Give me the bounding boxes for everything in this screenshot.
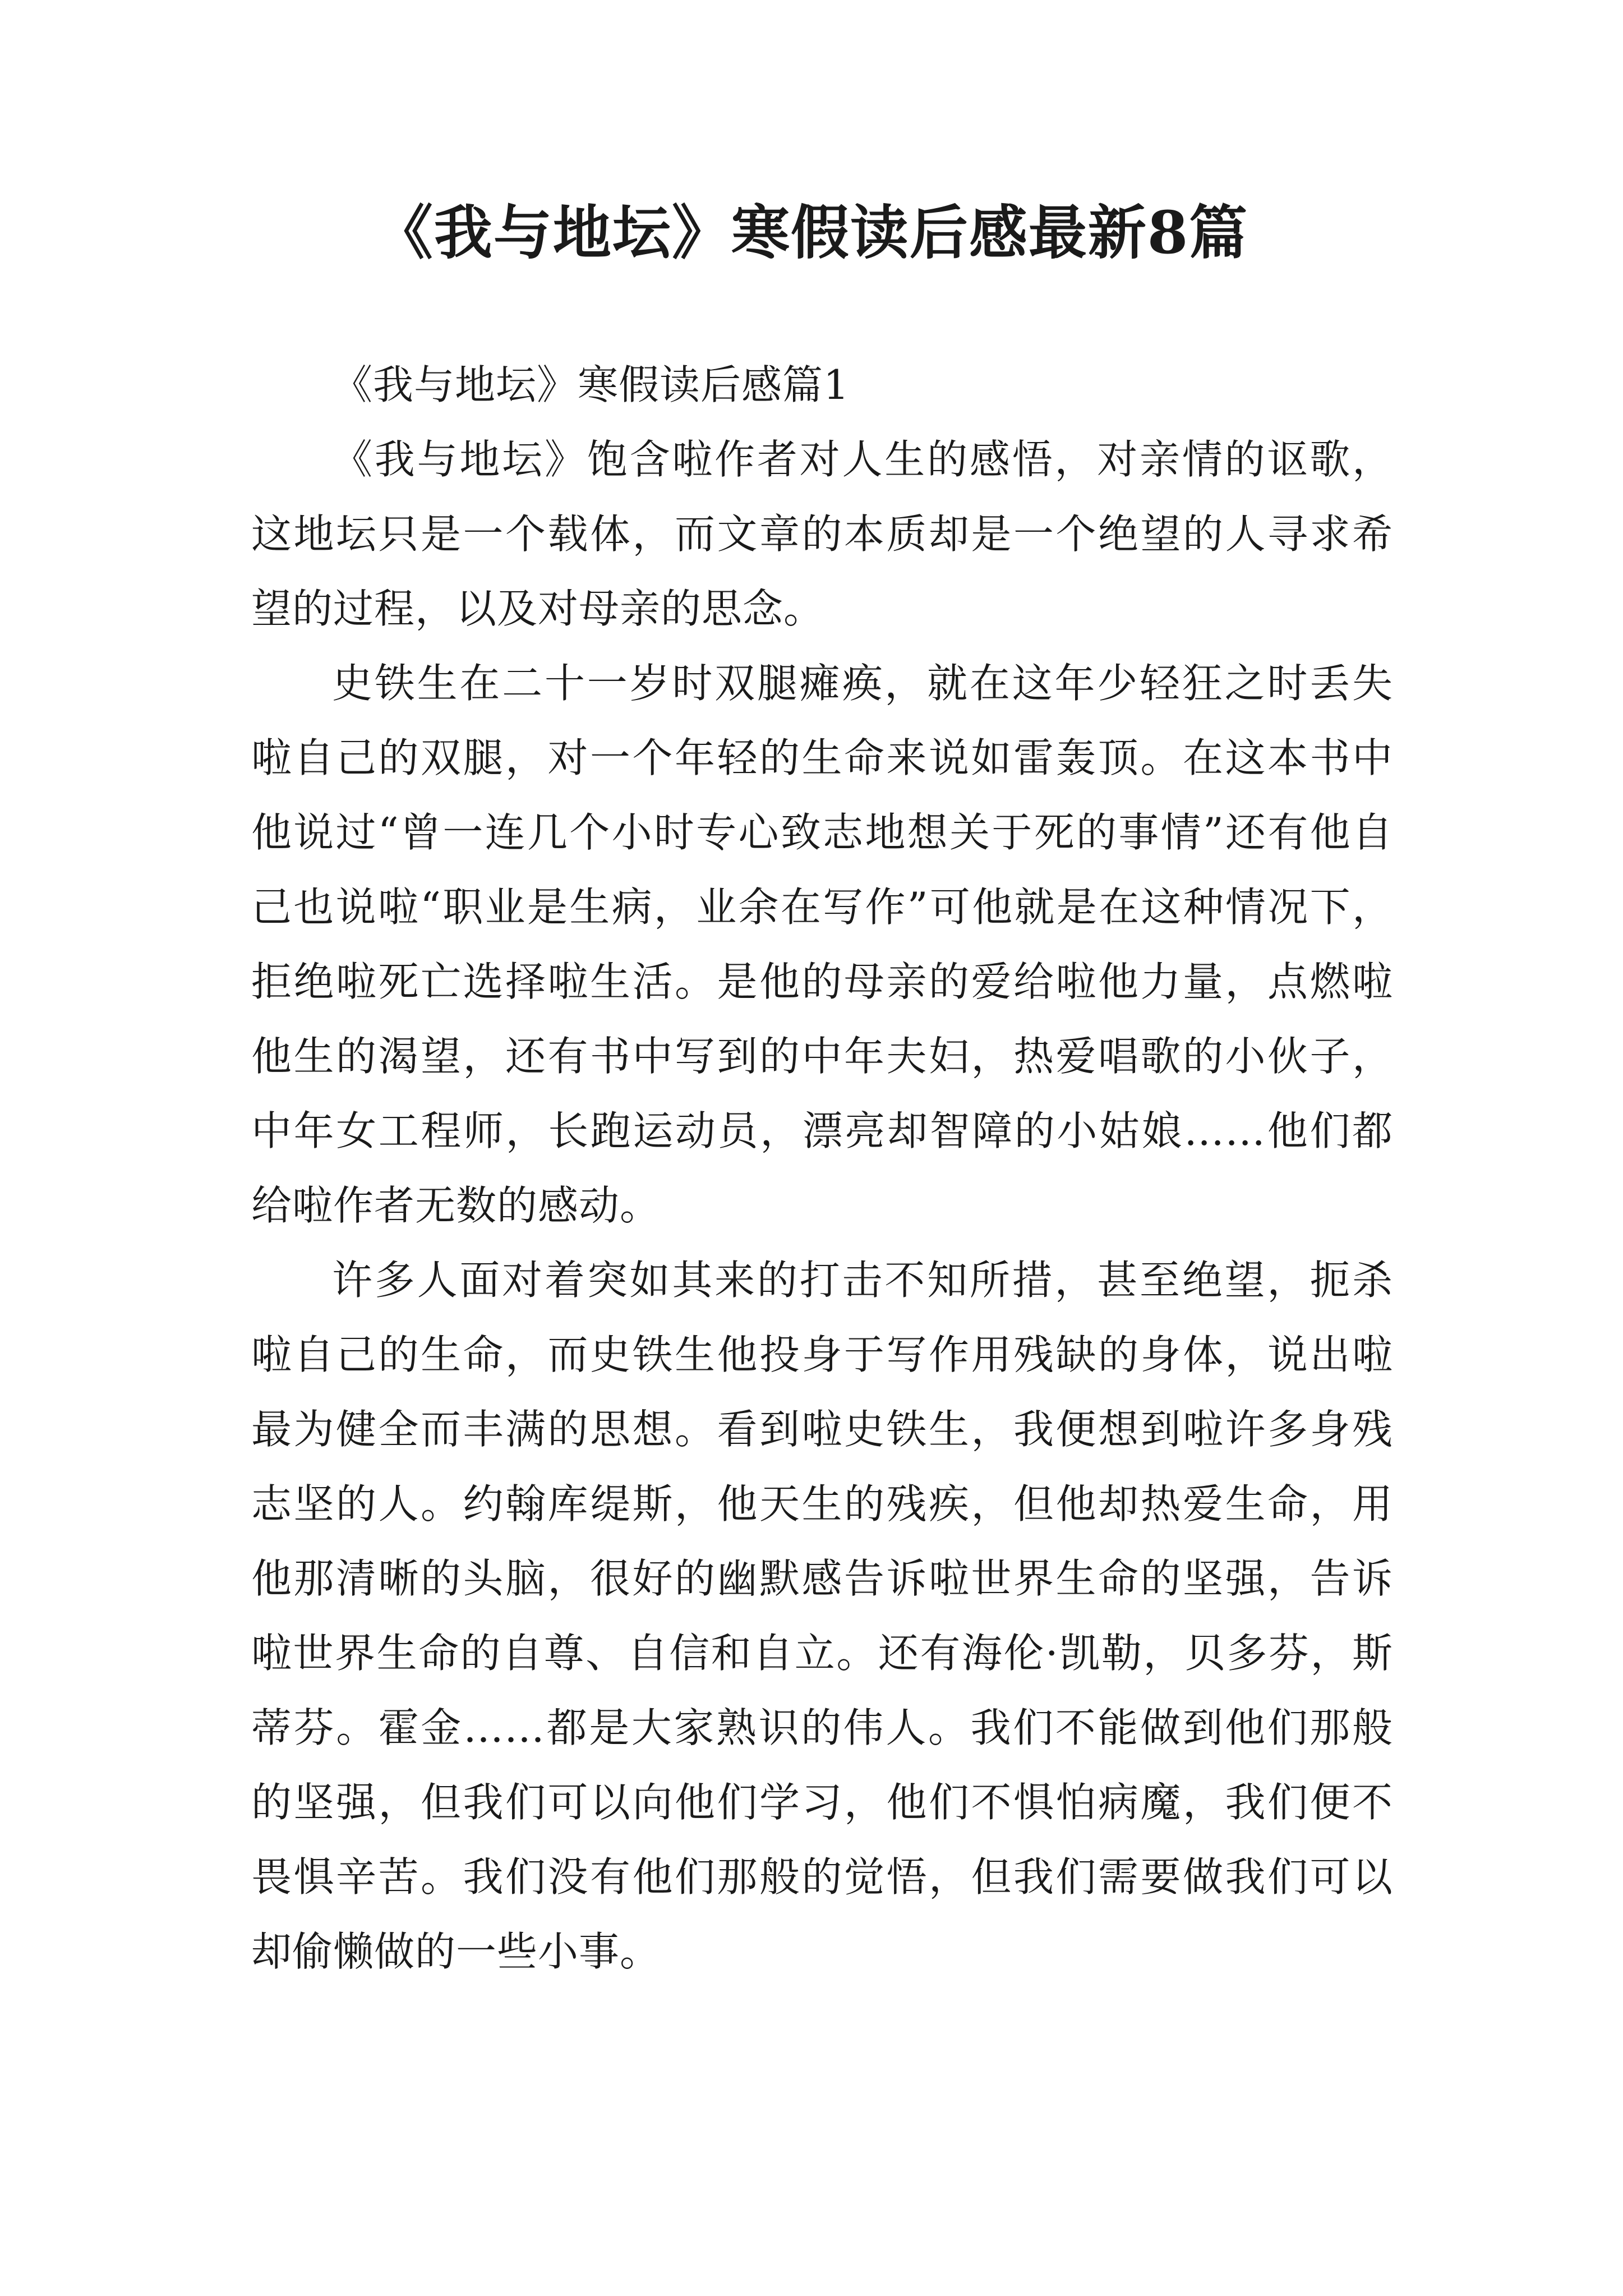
paragraph-1: 《我与地坛》饱含啦作者对人生的感悟，对亲情的讴歌，这地坛只是一个载体，而文章的本质却是一个绝望的人寻求希望的过程，以及对母亲的思念。 — [251, 436, 1393, 632]
document-body — [251, 348, 1393, 1989]
paragraph-2: 史铁生在二十一岁时双腿瘫痪，就在这年少轻狂之时丢失啦自己的双腿，对一个年轻的生命来说如雷轰顶。在这本书中他说过“曾一连几个小时专心致志地想关于死的事情”还有他自己也说啦“职业是生病，业余在写作”可他就是在这种情况下，拒绝啦死亡选择啦生活。是他的母亲的爱给啦他力量，点燃啦他生的渴望，还有书中写到的中年夫妇，热爱唱歌的小伙子，中年女工程师，长跑运动员，漂亮却智障的小姑娘……他们都给啦作者无数的感动。 — [251, 660, 1393, 1229]
paragraph-3: 许多人面对着突如其来的打击不知所措，甚至绝望，扼杀啦自己的生命，而史铁生他投身于写作用残缺的身体，说出啦最为健全而丰满的思想。看到啦史铁生，我便想到啦许多身残志坚的人。约翰库缇斯，他天生的残疾，但他却热爱生命，用他那清晰的头脑，很好的幽默感告诉啦世界生命的坚强，告诉啦世界生命的自尊、自信和自立。还有海伦·凯勒，贝多芬，斯蒂芬。霍金……都是大家熟识的伟人。我们不能做到他们那般的坚强，但我们可以向他们学习，他们不惧怕病魔，我们便不畏惧辛苦。我们没有他们那般的觉悟，但我们需要做我们可以却偷懒做的一些小事。 — [251, 1257, 1393, 1975]
document-title: 《我与地坛》寒假读后感最新8篇 — [374, 198, 1249, 267]
section-heading: 《我与地坛》寒假读后感篇1 — [332, 361, 850, 408]
